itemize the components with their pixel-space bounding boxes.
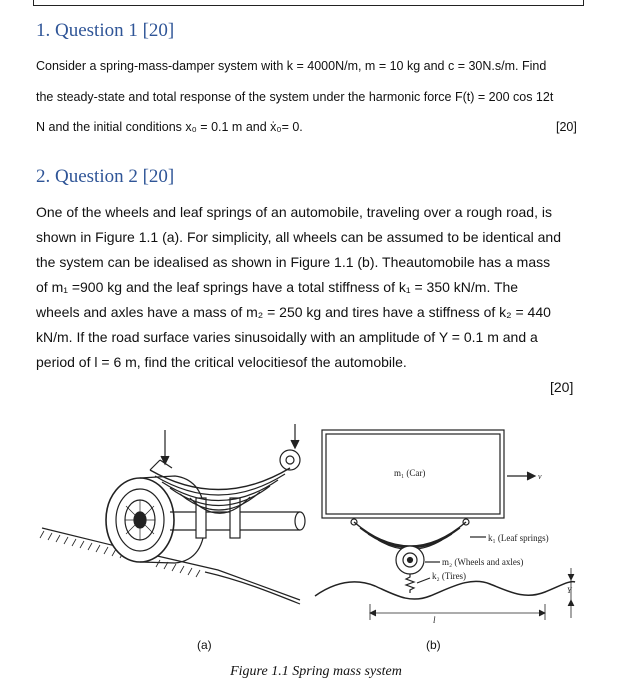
k1-label: k₁ (Leaf springs) <box>488 533 549 543</box>
q2-line-5: wheels and axles have a mass of m₂ = 250 kg and tires have a stiffness of k₂ = 440 <box>36 304 551 320</box>
q1-line-3: N and the initial conditions x₀ = 0.1 m and ẋ₀= 0. <box>36 120 303 134</box>
car-label: m₁ (Car) <box>394 468 426 478</box>
y-dimension-label: Y <box>567 586 572 595</box>
figure-b-label: (b) <box>426 638 441 652</box>
figure-a-drawing <box>40 424 305 604</box>
q1-line-2: the steady-state and total response of the system under the harmonic force F(t) = 200 cos 12t <box>36 90 554 104</box>
q2-line-6: kN/m. If the road surface varies sinusoidally with an amplitude of Y = 0.1 m and a <box>36 329 538 345</box>
q2-line-1: One of the wheels and leaf springs of an automobile, traveling over a rough road, is <box>36 204 552 220</box>
q2-marks: [20] <box>550 379 574 395</box>
figure-caption: Figure 1.1 Spring mass system <box>230 664 402 679</box>
figure-a-label: (a) <box>197 638 212 652</box>
q2-line-2: shown in Figure 1.1 (a). For simplicity, all wheels can be assumed to be identical and <box>36 229 561 245</box>
m2-label: m₂ (Wheels and axles) <box>442 557 524 567</box>
q1-line-1: Consider a spring-mass-damper system with k = 4000N/m, m = 10 kg and c = 30N.s/m. Find <box>36 59 547 73</box>
q2-line-7: period of l = 6 m, find the critical velocitiesof the automobile. <box>36 354 407 370</box>
figure-b-drawing <box>315 430 575 620</box>
question-1-heading: 1. Question 1 [20] <box>36 20 175 41</box>
k2-label: k₂ (Tires) <box>432 571 467 581</box>
q2-line-4: of m₁ =900 kg and the leaf springs have a total stiffness of k₁ = 350 kN/m. The <box>36 279 519 295</box>
l-dimension-label: l <box>433 615 436 625</box>
velocity-label: v <box>538 472 542 481</box>
q1-marks: [20] <box>556 120 577 134</box>
question-2-heading: 2. Question 2 [20] <box>36 166 175 187</box>
q2-line-3: the system can be idealised as shown in Figure 1.1 (b). Theautomobile has a mass <box>36 254 551 270</box>
